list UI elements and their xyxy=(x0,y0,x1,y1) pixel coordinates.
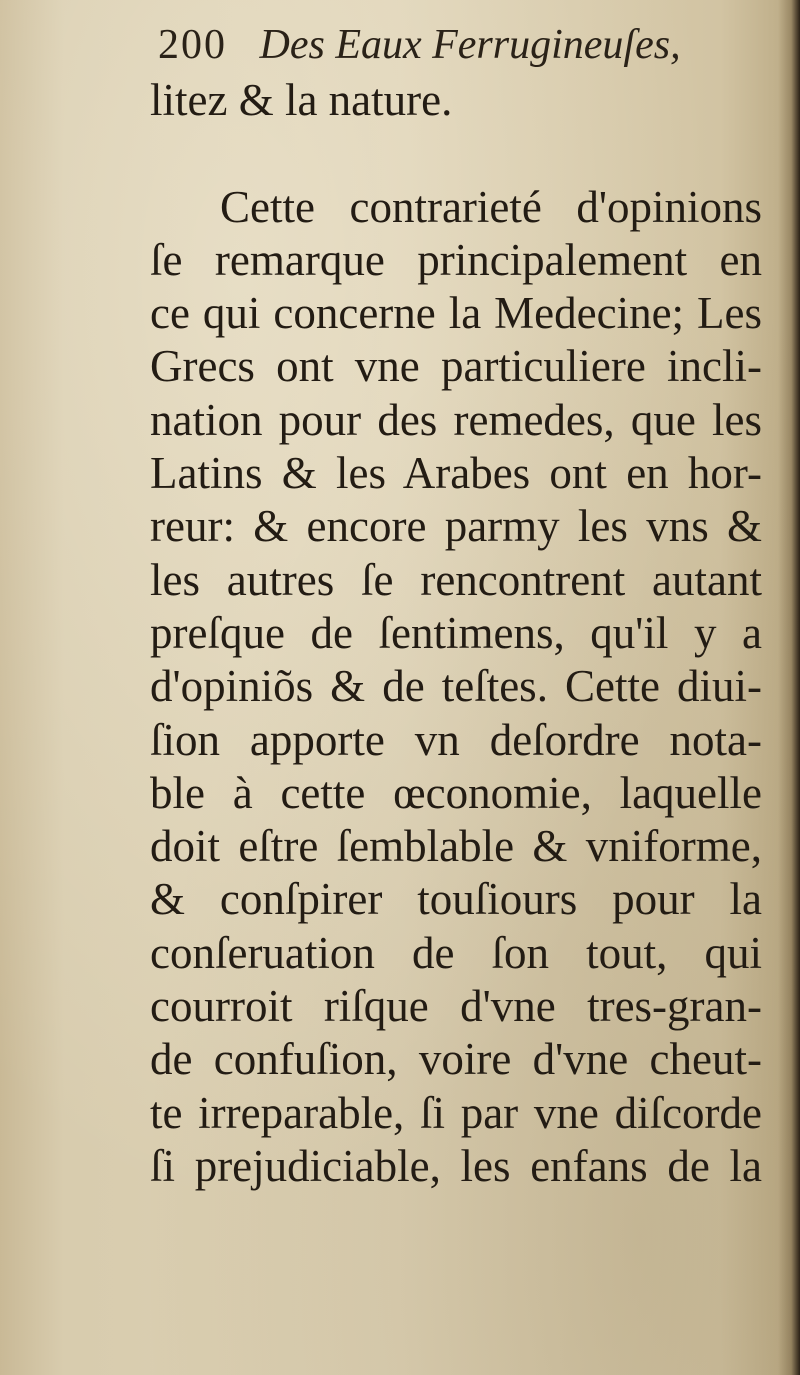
text-line: les autres ſe rencontrent autant xyxy=(150,554,762,605)
body-text xyxy=(150,74,762,1193)
text-line: ſion apporte vn deſordre nota- xyxy=(150,714,762,765)
text-line: Cette contrarieté d'opinions xyxy=(220,181,762,232)
page-gutter-shadow xyxy=(778,0,800,1375)
text-line: de confuſion, voire d'vne cheut- xyxy=(150,1034,762,1085)
text-line: Grecs ont vne particuliere incli- xyxy=(150,341,762,392)
text-line: te irreparable, ſi par vne diſcorde xyxy=(150,1087,762,1138)
text-line: d'opiniõs & de teſtes. Cette diui- xyxy=(150,661,762,712)
blank-line xyxy=(150,127,762,180)
text-line: doit eſtre ſemblable & vniforme, xyxy=(150,821,762,872)
text-line: litez & la nature. xyxy=(150,75,453,125)
running-title: Des Eaux Ferrugineuſes, xyxy=(259,22,681,68)
page-number: 200 xyxy=(158,22,227,68)
text-line: ble à cette œconomie, laquelle xyxy=(150,767,762,818)
text-line: preſque de ſentimens, qu'il y a xyxy=(150,607,762,658)
text-line: & conſpirer touſiours pour la xyxy=(150,874,762,925)
text-line: ſi prejudiciable, les enfans de la xyxy=(150,1140,762,1191)
text-line: nation pour des remedes, que les xyxy=(150,394,762,445)
text-line: reur: & encore parmy les vns & xyxy=(150,501,762,552)
text-line: conſeruation de ſon tout, qui xyxy=(150,927,762,978)
text-line: courroit riſque d'vne tres-gran- xyxy=(150,981,762,1032)
text-line: Latins & les Arabes ont en hor- xyxy=(150,448,762,499)
text-line: ſe remarque principalement en xyxy=(150,234,762,285)
text-line: ce qui concerne la Medecine; Les xyxy=(150,288,762,339)
running-header xyxy=(158,20,758,70)
